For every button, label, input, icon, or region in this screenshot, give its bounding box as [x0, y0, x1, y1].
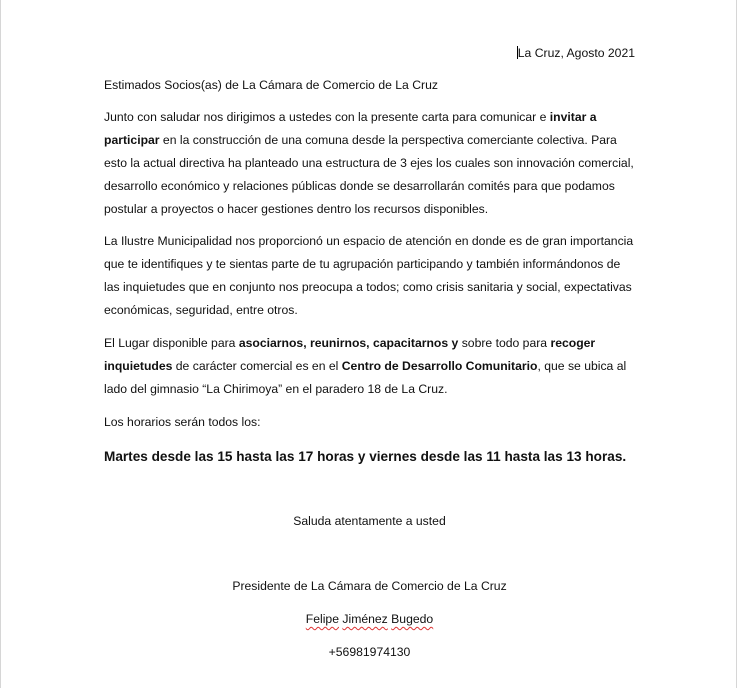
paragraph-location-text-2: sobre todo para	[458, 336, 551, 350]
paragraph-schedule-intro: Los horarios serán todos los:	[104, 415, 261, 429]
paragraph-location-text-4: , que se ubica al lado del gimnasio “La Chirimoya” en el paradero 18 de La Cruz.	[104, 359, 627, 396]
phone-number: +56981974130	[328, 645, 411, 659]
signer-role: Presidente de La Cámara de Comercio de La Cruz	[232, 579, 507, 593]
closing-line: Saluda atentamente a usted	[293, 514, 446, 528]
page-left-edge	[0, 0, 1, 688]
date-line	[517, 42, 635, 65]
signer-first-name: Felipe	[305, 612, 339, 626]
signer-last-name-1: Jiménez	[342, 612, 388, 626]
paragraph-invitation-bold: invitar a participar	[104, 110, 597, 147]
salutation: Estimados Socios(as) de La Cámara de Comercio de La Cruz	[104, 78, 438, 92]
paragraph-location-text-3: de carácter comercial es en el	[172, 359, 342, 373]
schedule-line: Martes desde las 15 hasta las 17 horas y viernes desde las 11 hasta las 13 horas.	[104, 449, 627, 464]
paragraph-location-bold-3: Centro de Desarrollo Comunitario	[341, 359, 538, 373]
paragraph-municipality: La Ilustre Municipalidad nos proporcionó un espacio de atención en donde es de gran importancia que te identifiques y te sientas parte de tu agrupación participando y también informándonos de las inquietudes que en conjunto nos preocupa a todos; como crisis sanitaria y social, expectativas económicas, seguridad, entre otros.	[104, 234, 634, 317]
signer-name	[104, 608, 635, 631]
paragraph-location-bold-1: asociarnos, reunirnos, capacitarnos y	[238, 336, 459, 350]
paragraph-location-bold-2: recoger inquietudes	[104, 336, 596, 373]
paragraph-invitation	[104, 106, 635, 221]
date-text: La Cruz, Agosto 2021	[517, 46, 635, 60]
paragraph-location-text-1: El Lugar disponible para	[104, 336, 239, 350]
paragraph-invitation-text-1: Junto con saludar nos dirigimos a ustedes con la presente carta para comunicar e	[104, 110, 550, 124]
paragraph-location	[104, 332, 635, 401]
signer-last-name-2: Bugedo	[391, 612, 434, 626]
paragraph-invitation-text-2: en la construcción de una comuna desde la perspectiva comerciante colectiva. Para esto la actual directiva ha planteado una estructura de 3 ejes los cuales son innovación comercial, desarrollo económico y relaciones públicas donde se desarrollarán comités para que podamos postular a proyectos o hacer gestiones dentro los recursos disponibles.	[104, 133, 634, 216]
